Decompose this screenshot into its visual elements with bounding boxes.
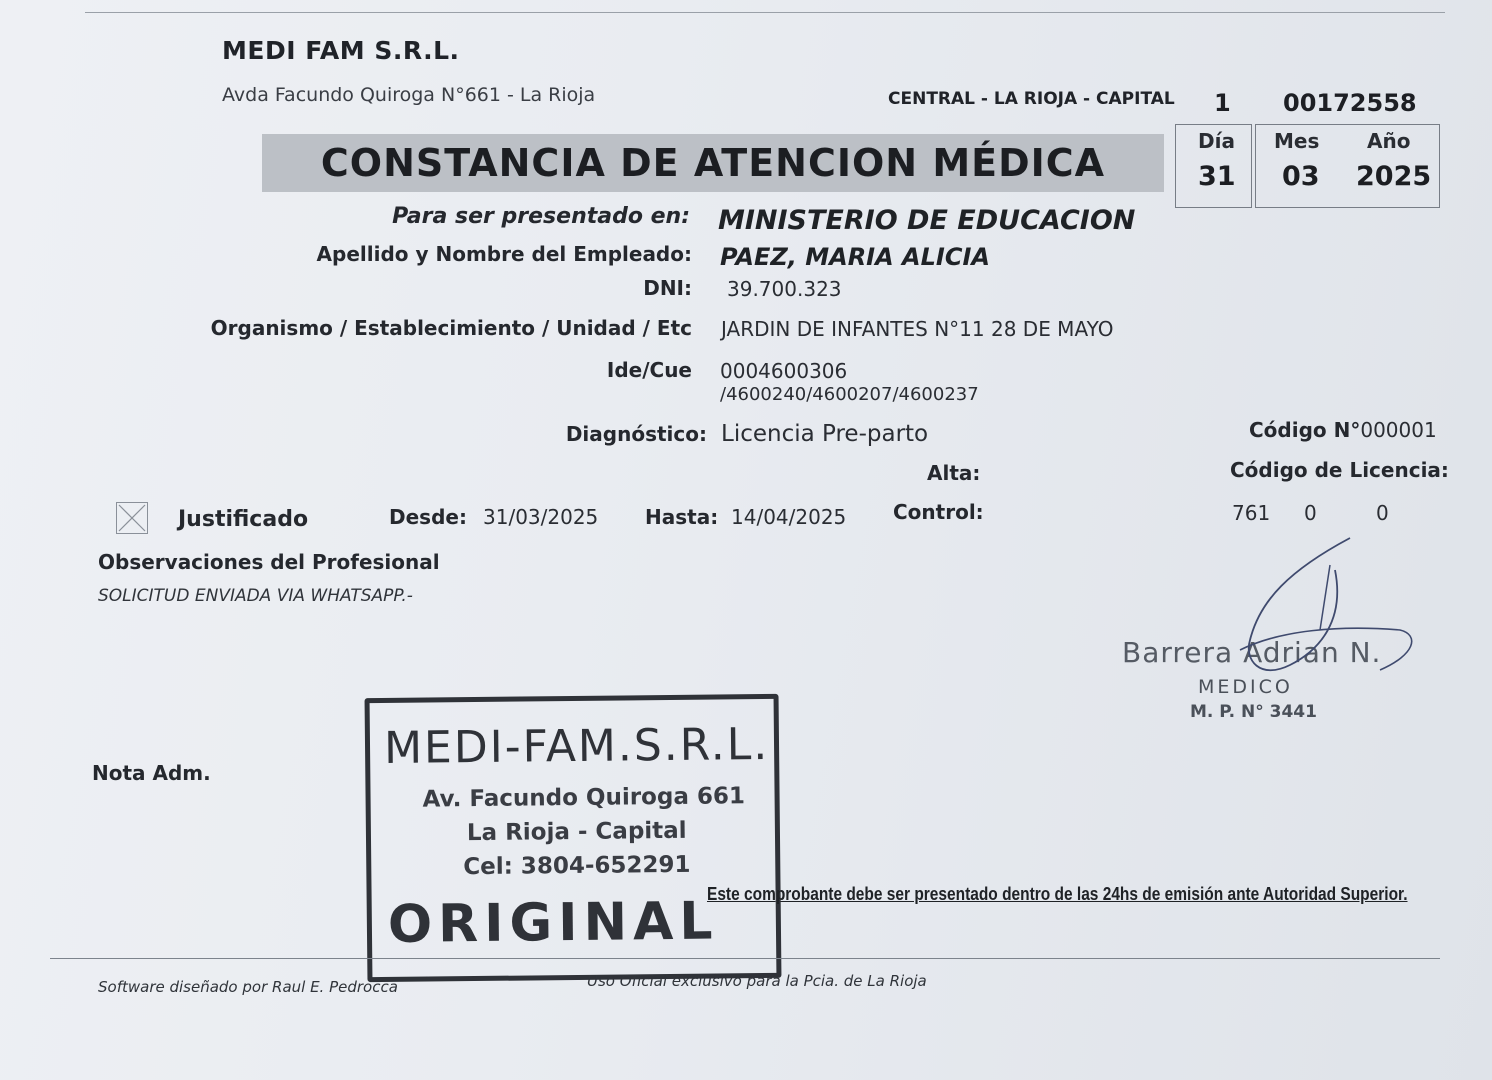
title-bar [262, 134, 1164, 192]
document-title: CONSTANCIA DE ATENCION MÉDICA [320, 141, 1106, 185]
employee-label: Apellido y Nombre del Empleado: [316, 242, 692, 266]
dni-label: DNI: [643, 276, 692, 300]
dni-value: 39.700.323 [727, 277, 842, 301]
justificado-label: Justificado [178, 507, 309, 532]
doctor-name: Barrera Adrian N. [1122, 636, 1382, 669]
month-year-box [1255, 124, 1440, 208]
nota-adm-label: Nota Adm. [92, 761, 211, 785]
doctor-signature [1170, 530, 1430, 720]
diagnostico-label: Diagnóstico: [565, 422, 707, 446]
stamp-line4: Cel: 3804-652291 [463, 851, 691, 881]
desde-label: Desde: [389, 505, 467, 529]
month-label: Mes [1274, 129, 1320, 153]
idecue-value-line2: /4600240/4600207/4600237 [720, 384, 979, 405]
year-value: 2025 [1356, 161, 1432, 192]
company-address: Avda Facundo Quiroga N°661 - La Rioja [222, 84, 596, 106]
company-stamp [365, 694, 782, 982]
organismo-label: Organismo / Establecimiento / Unidad / Etc [210, 316, 692, 340]
licencia-code-2: 0 [1304, 501, 1317, 525]
branch-name: CENTRAL - LA RIOJA - CAPITAL [888, 89, 1175, 109]
hasta-label: Hasta: [645, 505, 719, 529]
presented-label: Para ser presentado en: [392, 204, 690, 229]
idecue-value-line1: 0004600306 [720, 359, 848, 383]
day-value: 31 [1198, 161, 1236, 192]
codigo-label: Código N° [1249, 418, 1361, 442]
licencia-code-label: Código de Licencia: [1230, 458, 1449, 482]
presented-value: MINISTERIO DE EDUCACION [718, 205, 1136, 236]
footer-usage: Uso Oficial exclusivo para la Pcia. de La Rioja [587, 972, 927, 990]
stamp-line1: MEDI-FAM.S.R.L. [383, 718, 770, 774]
stamp-line5: ORIGINAL [387, 891, 719, 955]
doctor-mp: M. P. N° 3441 [1190, 702, 1317, 722]
stamp-line3: La Rioja - Capital [466, 817, 687, 847]
organismo-value: JARDIN DE INFANTES N°11 28 DE MAYO [721, 317, 1114, 341]
alta-label: Alta: [927, 461, 981, 485]
observaciones-text: SOLICITUD ENVIADA VIA WHATSAPP.- [98, 586, 413, 606]
certificate-number: 00172558 [1283, 89, 1417, 117]
idecue-label: Ide/Cue [606, 358, 692, 382]
control-label: Control: [893, 500, 984, 524]
bottom-rule [50, 958, 1440, 959]
diagnostico-value: Licencia Pre-parto [721, 421, 929, 447]
serie-number: 1 [1214, 89, 1231, 117]
month-value: 03 [1282, 161, 1320, 192]
desde-value: 31/03/2025 [483, 505, 599, 529]
codigo-number [1249, 418, 1437, 442]
employee-value: PAEZ, MARIA ALICIA [720, 243, 990, 271]
doctor-role: MEDICO [1198, 676, 1293, 698]
notice-text: Este comprobante debe ser presentado dentro de las 24hs de emisión ante Autoridad Superior. [707, 884, 1408, 904]
licencia-code-1: 761 [1232, 501, 1271, 525]
top-rule [85, 12, 1445, 13]
codigo-value: 000001 [1360, 418, 1437, 442]
justificado-checkbox [116, 502, 148, 534]
observaciones-label: Observaciones del Profesional [98, 550, 440, 574]
check-x-icon [117, 503, 147, 533]
hasta-value: 14/04/2025 [731, 505, 847, 529]
year-label: Año [1367, 129, 1411, 153]
day-box [1175, 124, 1252, 208]
footer-software: Software diseñado por Raul E. Pedrocca [98, 978, 398, 996]
stamp-line2: Av. Facundo Quiroga 661 [422, 783, 746, 813]
day-label: Día [1198, 129, 1235, 153]
company-name: MEDI FAM S.R.L. [222, 36, 460, 65]
licencia-code-3: 0 [1376, 501, 1389, 525]
